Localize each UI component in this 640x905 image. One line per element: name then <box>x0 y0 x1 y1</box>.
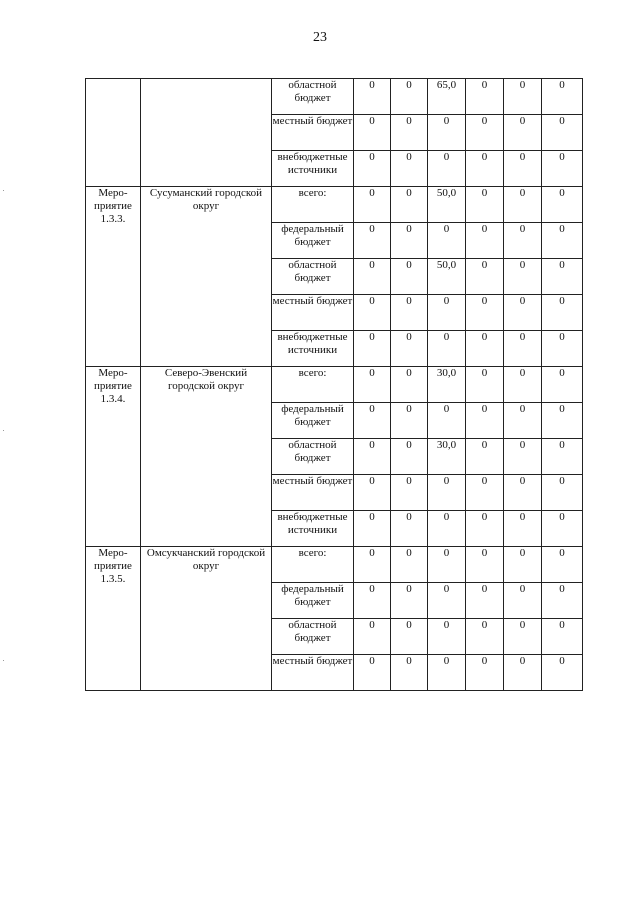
value-cell: 0 <box>542 223 583 259</box>
value-cell: 0 <box>391 367 428 403</box>
funding-source-cell: областной бюджет <box>272 79 354 115</box>
value-cell: 0 <box>354 583 391 619</box>
value-cell: 0 <box>466 619 504 655</box>
value-cell: 0 <box>391 331 428 367</box>
value-cell: 0 <box>504 187 542 223</box>
scan-speck <box>3 190 4 191</box>
district-cell: Сусуманский городской округ <box>141 187 272 367</box>
value-cell: 0 <box>542 439 583 475</box>
value-cell: 0 <box>428 151 466 187</box>
value-cell: 0 <box>391 475 428 511</box>
value-cell: 0 <box>542 547 583 583</box>
value-cell: 0 <box>542 367 583 403</box>
value-cell: 50,0 <box>428 259 466 295</box>
value-cell: 0 <box>428 403 466 439</box>
value-cell: 0 <box>504 475 542 511</box>
measure-cell: Меро-приятие 1.3.4. <box>86 367 141 547</box>
value-cell: 0 <box>428 295 466 331</box>
value-cell: 0 <box>504 223 542 259</box>
value-cell: 0 <box>542 511 583 547</box>
value-cell: 0 <box>542 475 583 511</box>
measure-cell: Меро-приятие 1.3.3. <box>86 187 141 367</box>
value-cell: 0 <box>542 151 583 187</box>
value-cell: 0 <box>504 439 542 475</box>
funding-source-cell: внебюджетные источники <box>272 151 354 187</box>
value-cell: 0 <box>391 439 428 475</box>
value-cell: 0 <box>466 583 504 619</box>
value-cell: 0 <box>542 79 583 115</box>
funding-source-cell: федеральный бюджет <box>272 583 354 619</box>
value-cell: 0 <box>354 403 391 439</box>
value-cell: 0 <box>542 295 583 331</box>
value-cell: 0 <box>504 403 542 439</box>
value-cell: 0 <box>466 439 504 475</box>
value-cell: 0 <box>504 115 542 151</box>
value-cell: 0 <box>504 655 542 691</box>
value-cell: 0 <box>504 331 542 367</box>
value-cell: 0 <box>542 619 583 655</box>
value-cell: 0 <box>466 475 504 511</box>
value-cell: 0 <box>354 511 391 547</box>
value-cell: 0 <box>428 655 466 691</box>
value-cell: 0 <box>354 295 391 331</box>
value-cell: 0 <box>542 583 583 619</box>
budget-table <box>85 78 583 691</box>
value-cell: 0 <box>542 403 583 439</box>
funding-source-cell: областной бюджет <box>272 259 354 295</box>
value-cell: 0 <box>542 259 583 295</box>
value-cell: 0 <box>466 511 504 547</box>
value-cell: 0 <box>466 331 504 367</box>
value-cell: 0 <box>354 367 391 403</box>
value-cell: 0 <box>354 115 391 151</box>
value-cell: 0 <box>466 223 504 259</box>
value-cell: 0 <box>428 619 466 655</box>
value-cell: 50,0 <box>428 187 466 223</box>
value-cell: 0 <box>504 619 542 655</box>
value-cell: 0 <box>542 187 583 223</box>
value-cell: 0 <box>354 547 391 583</box>
measure-cell: Меро-приятие 1.3.5. <box>86 547 141 691</box>
value-cell: 0 <box>391 403 428 439</box>
value-cell: 0 <box>428 547 466 583</box>
value-cell: 0 <box>428 115 466 151</box>
value-cell: 0 <box>391 223 428 259</box>
value-cell: 0 <box>542 115 583 151</box>
value-cell: 0 <box>542 655 583 691</box>
value-cell: 0 <box>354 475 391 511</box>
value-cell: 0 <box>391 619 428 655</box>
table-row <box>86 79 583 115</box>
value-cell: 0 <box>354 619 391 655</box>
value-cell: 0 <box>428 583 466 619</box>
funding-source-cell: федеральный бюджет <box>272 223 354 259</box>
measure-cell <box>86 79 141 187</box>
value-cell: 0 <box>391 583 428 619</box>
value-cell: 30,0 <box>428 367 466 403</box>
value-cell: 0 <box>466 547 504 583</box>
value-cell: 0 <box>466 367 504 403</box>
value-cell: 0 <box>391 547 428 583</box>
value-cell: 0 <box>391 115 428 151</box>
value-cell: 30,0 <box>428 439 466 475</box>
value-cell: 0 <box>428 223 466 259</box>
value-cell: 0 <box>504 259 542 295</box>
value-cell: 0 <box>354 187 391 223</box>
value-cell: 0 <box>466 187 504 223</box>
value-cell: 0 <box>391 79 428 115</box>
page-number: 23 <box>313 30 327 45</box>
district-cell: Омсукчанский городской округ <box>141 547 272 691</box>
scan-speck <box>3 430 4 431</box>
value-cell: 0 <box>354 151 391 187</box>
value-cell: 0 <box>466 115 504 151</box>
value-cell: 0 <box>428 511 466 547</box>
value-cell: 0 <box>542 331 583 367</box>
funding-source-cell: областной бюджет <box>272 619 354 655</box>
district-cell: Северо-Эвенский городской округ <box>141 367 272 547</box>
value-cell: 0 <box>354 439 391 475</box>
value-cell: 0 <box>428 331 466 367</box>
value-cell: 0 <box>354 655 391 691</box>
value-cell: 0 <box>466 151 504 187</box>
scan-speck <box>3 660 4 661</box>
funding-source-cell: местный бюджет <box>272 475 354 511</box>
value-cell: 65,0 <box>428 79 466 115</box>
value-cell: 0 <box>391 511 428 547</box>
value-cell: 0 <box>504 79 542 115</box>
value-cell: 0 <box>391 151 428 187</box>
value-cell: 0 <box>391 259 428 295</box>
funding-source-cell: местный бюджет <box>272 115 354 151</box>
value-cell: 0 <box>391 187 428 223</box>
value-cell: 0 <box>354 331 391 367</box>
funding-source-cell: внебюджетные источники <box>272 511 354 547</box>
value-cell: 0 <box>428 475 466 511</box>
funding-source-cell: местный бюджет <box>272 295 354 331</box>
table-row <box>86 547 583 583</box>
value-cell: 0 <box>466 259 504 295</box>
value-cell: 0 <box>504 367 542 403</box>
table-row <box>86 187 583 223</box>
funding-source-cell: всего: <box>272 367 354 403</box>
value-cell: 0 <box>504 151 542 187</box>
funding-source-cell: всего: <box>272 547 354 583</box>
value-cell: 0 <box>354 259 391 295</box>
value-cell: 0 <box>504 583 542 619</box>
value-cell: 0 <box>466 79 504 115</box>
district-cell <box>141 79 272 187</box>
table-row <box>86 367 583 403</box>
funding-source-cell: федеральный бюджет <box>272 403 354 439</box>
funding-source-cell: всего: <box>272 187 354 223</box>
value-cell: 0 <box>391 655 428 691</box>
value-cell: 0 <box>391 295 428 331</box>
value-cell: 0 <box>354 79 391 115</box>
funding-source-cell: местный бюджет <box>272 655 354 691</box>
funding-source-cell: областной бюджет <box>272 439 354 475</box>
value-cell: 0 <box>466 655 504 691</box>
value-cell: 0 <box>466 295 504 331</box>
funding-source-cell: внебюджетные источники <box>272 331 354 367</box>
value-cell: 0 <box>504 547 542 583</box>
value-cell: 0 <box>504 511 542 547</box>
value-cell: 0 <box>354 223 391 259</box>
value-cell: 0 <box>466 403 504 439</box>
value-cell: 0 <box>504 295 542 331</box>
